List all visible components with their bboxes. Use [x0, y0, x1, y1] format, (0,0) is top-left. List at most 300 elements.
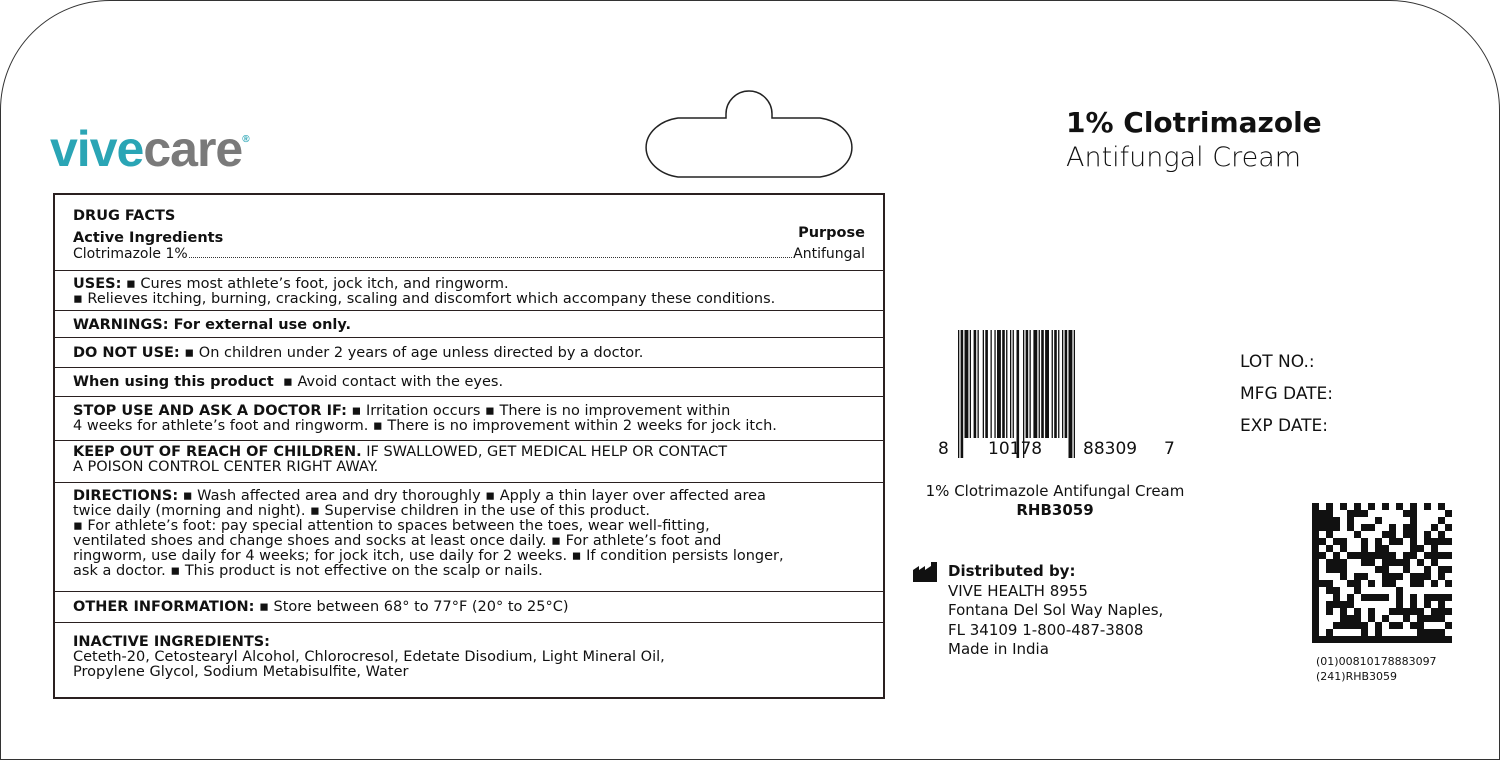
datamatrix-module — [1396, 622, 1403, 629]
datamatrix-module — [1312, 566, 1319, 573]
uses-section — [55, 271, 883, 311]
datamatrix-module — [1326, 503, 1333, 510]
datamatrix-module — [1424, 566, 1431, 573]
datamatrix-module — [1445, 524, 1452, 531]
datamatrix-module — [1438, 594, 1445, 601]
barcode-bar — [1039, 330, 1040, 438]
datamatrix-module — [1326, 608, 1333, 615]
datamatrix-module — [1424, 573, 1431, 580]
datamatrix-module — [1438, 629, 1445, 636]
datamatrix-module — [1375, 545, 1382, 552]
datamatrix-module — [1347, 580, 1354, 587]
datamatrix-module — [1410, 601, 1417, 608]
datamatrix-module — [1333, 517, 1340, 524]
datamatrix-module — [1340, 601, 1347, 608]
barcode-bar — [997, 330, 1001, 438]
distributor-info — [948, 562, 1163, 660]
gs1-text — [1316, 654, 1437, 684]
datamatrix-module — [1312, 601, 1319, 608]
datamatrix-module — [1431, 636, 1438, 643]
other-text: ▪ Store between 68° to 77°F (20° to 25°C) — [259, 599, 569, 615]
datamatrix-module — [1445, 608, 1452, 615]
datamatrix-module — [1396, 587, 1403, 594]
datamatrix-module — [1403, 559, 1410, 566]
datamatrix-module — [1438, 503, 1445, 510]
directions-line: twice daily (morning and night). ▪ Supervise children in the use of this product. — [73, 503, 650, 519]
gs1-line: (01)00810178883097 — [1316, 655, 1437, 668]
datamatrix-module — [1389, 559, 1396, 566]
barcode-bar — [1041, 330, 1044, 438]
datamatrix-module — [1389, 538, 1396, 545]
datamatrix-module — [1403, 510, 1410, 517]
datamatrix-module — [1319, 538, 1326, 545]
barcode-bar — [983, 330, 984, 438]
barcode-bar — [1010, 330, 1011, 438]
datamatrix-module — [1410, 552, 1417, 559]
do-not-use-section — [55, 338, 883, 368]
datamatrix-module — [1417, 580, 1424, 587]
datamatrix-module — [1312, 629, 1319, 636]
datamatrix-module — [1340, 559, 1347, 566]
product-title: 1% Clotrimazole — [1066, 106, 1322, 139]
datamatrix-module — [1424, 636, 1431, 643]
barcode-bar — [970, 330, 971, 438]
datamatrix-module — [1361, 524, 1368, 531]
datamatrix-module — [1312, 594, 1319, 601]
datamatrix-module — [1347, 615, 1354, 622]
datamatrix-module — [1403, 552, 1410, 559]
datamatrix-module — [1410, 580, 1417, 587]
datamatrix-module — [1326, 545, 1333, 552]
hang-tab-hole — [638, 88, 860, 178]
datamatrix-module — [1445, 594, 1452, 601]
directions-line: ask a doctor. ▪ This product is not effective on the scalp or nails. — [73, 563, 543, 579]
logo-part1: vive — [50, 121, 144, 177]
datamatrix-module — [1312, 559, 1319, 566]
datamatrix-module — [1326, 517, 1333, 524]
barcode-bar — [1045, 330, 1049, 438]
purpose-label: Purpose — [798, 225, 865, 241]
datamatrix-module — [1410, 510, 1417, 517]
datamatrix-module — [1431, 608, 1438, 615]
datamatrix-module — [1340, 636, 1347, 643]
datamatrix-module — [1382, 503, 1389, 510]
barcode-bar — [1062, 330, 1063, 438]
datamatrix-module — [1382, 615, 1389, 622]
datamatrix-module — [1347, 601, 1354, 608]
datamatrix-module — [1333, 538, 1340, 545]
drug-facts-panel — [53, 193, 885, 699]
datamatrix-module — [1312, 524, 1319, 531]
barcode-bar — [1054, 330, 1057, 438]
gs1-line: (241)RHB3059 — [1316, 670, 1398, 683]
datamatrix-module — [1312, 587, 1319, 594]
datamatrix-module — [1312, 622, 1319, 629]
datamatrix-module — [1326, 566, 1333, 573]
datamatrix-module — [1354, 510, 1361, 517]
other-label: OTHER INFORMATION: — [73, 599, 255, 615]
datamatrix-module — [1375, 594, 1382, 601]
datamatrix-module — [1410, 594, 1417, 601]
datamatrix-module — [1375, 517, 1382, 524]
datamatrix-module — [1445, 580, 1452, 587]
datamatrix-module — [1389, 608, 1396, 615]
datamatrix-module — [1312, 510, 1319, 517]
barcode-bar — [1002, 330, 1005, 438]
datamatrix-module — [1354, 503, 1361, 510]
datamatrix-module — [1312, 517, 1319, 524]
datamatrix-module — [1389, 552, 1396, 559]
datamatrix-module — [1333, 594, 1340, 601]
datamatrix-module — [1438, 573, 1445, 580]
datamatrix-module — [1396, 594, 1403, 601]
datamatrix-module — [1340, 503, 1347, 510]
datamatrix-module — [1403, 566, 1410, 573]
datamatrix-module — [1347, 552, 1354, 559]
datamatrix-module — [1403, 636, 1410, 643]
datamatrix-module — [1445, 552, 1452, 559]
keep-out-section — [55, 441, 883, 483]
datamatrix-module — [1410, 503, 1417, 510]
datamatrix-module — [1396, 636, 1403, 643]
datamatrix-module — [1312, 552, 1319, 559]
datamatrix-module — [1326, 524, 1333, 531]
datamatrix-module — [1445, 538, 1452, 545]
other-info-section — [55, 592, 883, 623]
ingredient: Clotrimazole 1% — [73, 246, 188, 262]
datamatrix-module — [1361, 559, 1368, 566]
uses-line: ▪ Relieves itching, burning, cracking, scaling and discomfort which accompany these conditions. — [73, 291, 776, 307]
datamatrix-module — [1319, 580, 1326, 587]
stop-line: ▪ Irritation occurs ▪ There is no improvement within — [351, 403, 731, 419]
datamatrix-module — [1333, 524, 1340, 531]
dnu-text: ▪ On children under 2 years of age unless directed by a doctor. — [184, 345, 644, 361]
barcode-digit: 7 — [1164, 439, 1175, 459]
datamatrix-module — [1396, 538, 1403, 545]
datamatrix-module — [1424, 503, 1431, 510]
drug-facts-heading: DRUG FACTS — [73, 208, 176, 224]
product-id — [910, 482, 1200, 520]
directions-label: DIRECTIONS: — [73, 488, 179, 504]
datamatrix-module — [1410, 608, 1417, 615]
datamatrix-module — [1431, 615, 1438, 622]
datamatrix-module — [1424, 538, 1431, 545]
datamatrix-module — [1361, 510, 1368, 517]
datamatrix-module — [1417, 573, 1424, 580]
registered-mark: ® — [242, 134, 249, 145]
barcode-bar — [961, 330, 964, 458]
directions-line: ventilated shoes and change shoes and socks at least once daily. ▪ For athlete’s foot and — [73, 533, 722, 549]
datamatrix-module — [1431, 559, 1438, 566]
datamatrix-module — [1431, 594, 1438, 601]
datamatrix-module — [1382, 573, 1389, 580]
barcode-bar — [1065, 330, 1068, 438]
datamatrix-module — [1340, 573, 1347, 580]
stop-label: STOP USE AND ASK A DOCTOR IF: — [73, 403, 347, 419]
datamatrix-module — [1438, 608, 1445, 615]
datamatrix-module — [1438, 538, 1445, 545]
datamatrix-module — [1438, 566, 1445, 573]
datamatrix-module — [1410, 531, 1417, 538]
datamatrix-module — [1396, 573, 1403, 580]
datamatrix-module — [1382, 566, 1389, 573]
datamatrix-module — [1382, 552, 1389, 559]
datamatrix-module — [1361, 545, 1368, 552]
datamatrix-module — [1417, 615, 1424, 622]
datamatrix-code — [1312, 503, 1452, 643]
manufacturer-icon — [913, 562, 937, 582]
datamatrix-module — [1389, 524, 1396, 531]
datamatrix-module — [1340, 608, 1347, 615]
datamatrix-module — [1382, 636, 1389, 643]
datamatrix-module — [1333, 559, 1340, 566]
directions-line: ▪ Wash affected area and dry thoroughly ▪ Apply a thin layer over affected area — [182, 488, 766, 504]
datamatrix-module — [1389, 573, 1396, 580]
barcode-bar — [1033, 330, 1037, 438]
datamatrix-module — [1326, 531, 1333, 538]
dnu-label: DO NOT USE: — [73, 345, 180, 361]
datamatrix-module — [1445, 510, 1452, 517]
datamatrix-module — [1410, 517, 1417, 524]
datamatrix-module — [1347, 594, 1354, 601]
barcode-bar — [1058, 330, 1059, 438]
distributor-line: Made in India — [948, 640, 1049, 658]
datamatrix-module — [1326, 580, 1333, 587]
warnings-text: WARNINGS: For external use only. — [73, 317, 352, 333]
barcode-bar — [1013, 330, 1014, 438]
datamatrix-module — [1368, 524, 1375, 531]
datamatrix-module — [1368, 608, 1375, 615]
barcode-bar — [974, 330, 977, 438]
when-label: When using this product — [73, 374, 274, 390]
datamatrix-module — [1438, 636, 1445, 643]
datamatrix-module — [1410, 524, 1417, 531]
datamatrix-module — [1340, 622, 1347, 629]
datamatrix-module — [1312, 531, 1319, 538]
datamatrix-module — [1424, 601, 1431, 608]
barcode-bar — [978, 330, 979, 438]
datamatrix-module — [1333, 636, 1340, 643]
datamatrix-module — [1431, 552, 1438, 559]
datamatrix-module — [1410, 538, 1417, 545]
datamatrix-module — [1312, 608, 1319, 615]
active-ingredients-section — [55, 195, 883, 271]
datamatrix-module — [1375, 636, 1382, 643]
barcode-bar — [994, 330, 995, 438]
datamatrix-module — [1403, 524, 1410, 531]
datamatrix-module — [1354, 615, 1361, 622]
datamatrix-module — [1326, 601, 1333, 608]
datamatrix-module — [1312, 545, 1319, 552]
datamatrix-module — [1375, 566, 1382, 573]
datamatrix-module — [1361, 552, 1368, 559]
datamatrix-module — [1340, 545, 1347, 552]
datamatrix-module — [1417, 608, 1424, 615]
datamatrix-module — [1326, 636, 1333, 643]
datamatrix-module — [1382, 545, 1389, 552]
datamatrix-module — [1382, 531, 1389, 538]
datamatrix-module — [1319, 510, 1326, 517]
datamatrix-module — [1431, 538, 1438, 545]
datamatrix-module — [1375, 552, 1382, 559]
datamatrix-module — [1361, 573, 1368, 580]
barcode-bar — [1074, 330, 1075, 458]
datamatrix-module — [1445, 566, 1452, 573]
datamatrix-module — [1438, 531, 1445, 538]
datamatrix-module — [1347, 517, 1354, 524]
datamatrix-module — [1403, 615, 1410, 622]
barcode-bar — [991, 330, 992, 438]
uses-label: USES: — [73, 276, 122, 292]
datamatrix-module — [1431, 545, 1438, 552]
datamatrix-module — [1417, 545, 1424, 552]
datamatrix-module — [1326, 629, 1333, 636]
datamatrix-module — [1431, 524, 1438, 531]
datamatrix-module — [1424, 552, 1431, 559]
datamatrix-module — [1403, 531, 1410, 538]
datamatrix-module — [1333, 552, 1340, 559]
datamatrix-module — [1389, 622, 1396, 629]
distributor-line: FL 34109 1-800-487-3808 — [948, 620, 1144, 639]
datamatrix-module — [1312, 615, 1319, 622]
datamatrix-module — [1417, 629, 1424, 636]
datamatrix-module — [1403, 608, 1410, 615]
when-using-section — [55, 368, 883, 397]
mfg-date-label: MFG DATE: — [1240, 384, 1333, 404]
barcode-bar — [1026, 330, 1029, 438]
product-sku: RHB3059 — [1016, 501, 1094, 519]
datamatrix-module — [1333, 566, 1340, 573]
datamatrix-module — [1368, 559, 1375, 566]
datamatrix-module — [1312, 636, 1319, 643]
lot-number-label: LOT NO.: — [1240, 352, 1315, 372]
datamatrix-module — [1389, 580, 1396, 587]
active-label: Active Ingredients — [73, 230, 224, 246]
datamatrix-module — [1431, 629, 1438, 636]
datamatrix-module — [1354, 552, 1361, 559]
datamatrix-module — [1354, 608, 1361, 615]
datamatrix-module — [1333, 601, 1340, 608]
datamatrix-module — [1424, 615, 1431, 622]
inactive-section — [55, 623, 883, 680]
distributor-line: Fontana Del Sol Way Naples, — [948, 601, 1164, 619]
datamatrix-module — [1396, 601, 1403, 608]
datamatrix-module — [1361, 622, 1368, 629]
datamatrix-module — [1319, 517, 1326, 524]
datamatrix-module — [1375, 622, 1382, 629]
barcode-digits: 10178 — [988, 439, 1043, 459]
datamatrix-module — [1424, 629, 1431, 636]
datamatrix-module — [1361, 636, 1368, 643]
exp-date-label: EXP DATE: — [1240, 416, 1328, 436]
stop-line: 4 weeks for athlete’s foot and ringworm. ▪ There is no improvement within 2 weeks for jock itch. — [73, 418, 777, 434]
datamatrix-module — [1396, 608, 1403, 615]
datamatrix-module — [1340, 538, 1347, 545]
datamatrix-module — [1312, 538, 1319, 545]
datamatrix-module — [1410, 636, 1417, 643]
datamatrix-module — [1424, 531, 1431, 538]
datamatrix-module — [1361, 538, 1368, 545]
vivecare-logo — [50, 120, 249, 178]
datamatrix-module — [1445, 622, 1452, 629]
datamatrix-module — [1319, 552, 1326, 559]
datamatrix-module — [1417, 622, 1424, 629]
datamatrix-module — [1438, 615, 1445, 622]
directions-section — [55, 483, 883, 592]
datamatrix-module — [1354, 622, 1361, 629]
datamatrix-module — [1326, 510, 1333, 517]
product-subtitle: Antifungal Cream — [1066, 142, 1302, 173]
datamatrix-module — [1438, 601, 1445, 608]
datamatrix-module — [1368, 552, 1375, 559]
datamatrix-module — [1410, 622, 1417, 629]
datamatrix-module — [1333, 587, 1340, 594]
datamatrix-module — [1368, 615, 1375, 622]
datamatrix-module — [1326, 559, 1333, 566]
keep-line: A POISON CONTROL CENTER RIGHT AWAY. — [73, 459, 379, 475]
purpose: Antifungal — [793, 246, 865, 262]
datamatrix-module — [1354, 587, 1361, 594]
datamatrix-module — [1347, 510, 1354, 517]
datamatrix-module — [1340, 615, 1347, 622]
inactive-line: Ceteth-20, Cetostearyl Alcohol, Chlorocresol, Edetate Disodium, Light Mineral Oil, — [73, 649, 665, 665]
stop-use-section — [55, 397, 883, 441]
barcode-bar — [1069, 330, 1073, 458]
datamatrix-module — [1368, 636, 1375, 643]
datamatrix-module — [1417, 636, 1424, 643]
datamatrix-module — [1424, 594, 1431, 601]
datamatrix-module — [1417, 559, 1424, 566]
datamatrix-module — [1368, 594, 1375, 601]
datamatrix-module — [1312, 503, 1319, 510]
distributor-line: VIVE HEALTH 8955 — [948, 581, 1088, 600]
when-text: ▪ Avoid contact with the eyes. — [283, 374, 504, 390]
datamatrix-module — [1326, 587, 1333, 594]
datamatrix-module — [1347, 636, 1354, 643]
datamatrix-module — [1354, 531, 1361, 538]
datamatrix-module — [1340, 566, 1347, 573]
datamatrix-module — [1382, 594, 1389, 601]
datamatrix-module — [1438, 517, 1445, 524]
datamatrix-module — [1347, 622, 1354, 629]
keep-label: KEEP OUT OF REACH OF CHILDREN. — [73, 444, 362, 460]
barcode-digits: 88309 — [1083, 439, 1138, 459]
inactive-label: INACTIVE INGREDIENTS: — [73, 634, 270, 650]
datamatrix-module — [1389, 531, 1396, 538]
datamatrix-module — [1361, 594, 1368, 601]
barcode-bar — [958, 330, 959, 458]
datamatrix-module — [1312, 573, 1319, 580]
datamatrix-module — [1354, 573, 1361, 580]
datamatrix-module — [1312, 580, 1319, 587]
datamatrix-module — [1410, 573, 1417, 580]
logo-part2: care — [143, 121, 243, 177]
datamatrix-module — [1431, 580, 1438, 587]
barcode-bar — [1006, 330, 1007, 438]
datamatrix-module — [1361, 629, 1368, 636]
directions-line: ringworm, use daily for 4 weeks; for jock itch, use daily for 2 weeks. ▪ If condition persists longer, — [73, 548, 784, 564]
datamatrix-module — [1368, 580, 1375, 587]
datamatrix-module — [1319, 524, 1326, 531]
uses-line: ▪ Cures most athlete’s foot, jock itch, and ringworm. — [125, 276, 509, 292]
barcode-bar — [1052, 330, 1053, 438]
barcode-bar — [1030, 330, 1031, 438]
directions-line: ▪ For athlete’s foot: pay special attention to spaces between the toes, wear well-fitting, — [73, 518, 710, 534]
datamatrix-module — [1333, 622, 1340, 629]
datamatrix-module — [1389, 636, 1396, 643]
barcode-bar — [965, 330, 969, 438]
keep-line: IF SWALLOWED, GET MEDICAL HELP OR CONTACT — [366, 444, 728, 460]
